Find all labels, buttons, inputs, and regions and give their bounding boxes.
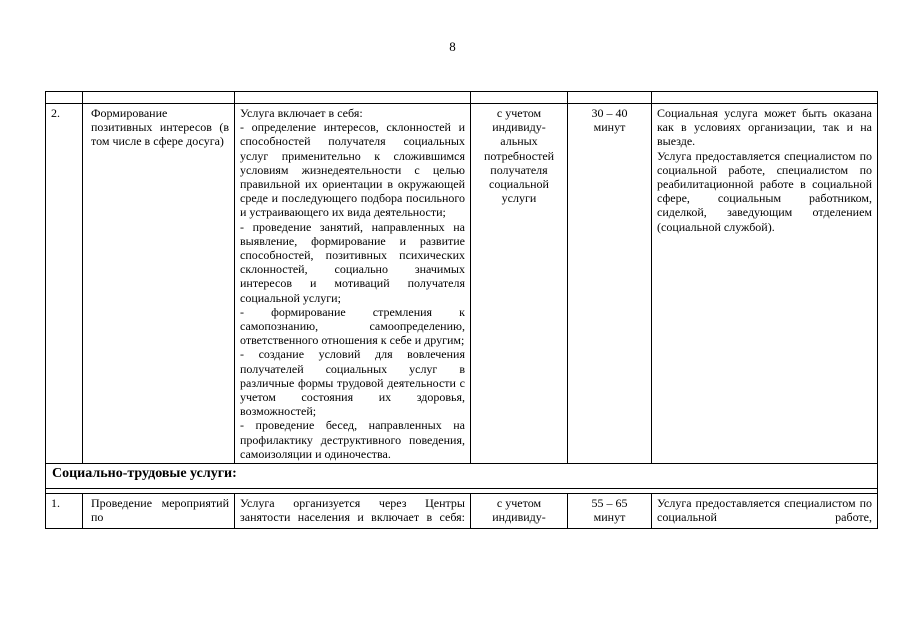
table-row [46, 494, 878, 529]
service-volume: с учетом индивиду- [492, 496, 546, 525]
description-paragraph: - проведение бесед, направленных на профилактику деструктивного поведения, самоизоляции и одиночества. [240, 418, 465, 461]
description-paragraph: - формирование стремления к самопознанию, самоопределению, ответственного отношения к себе и другим; [240, 304, 465, 348]
section-title: Социально-трудовые услуги: [46, 464, 878, 489]
page-number: 8 [449, 39, 456, 54]
table-row [46, 104, 878, 464]
description-paragraph: - определение интересов, склонностей и способностей получателя социальных услуг применительно к сложившимся условиям жизнедеятельности с целью правильной их ориентации в окружающей среде и последующего подбора посильного и устраивающего их вида деятельности; [240, 120, 465, 220]
row-number: 1. [51, 496, 60, 511]
description-paragraph: - проведение занятий, направленных на выявление, формирование и развитие способностей, позитивных психических склонностей, социально значимых интересов и мотиваций получателя социальной услуги; [240, 219, 465, 305]
conditions-paragraph: Услуга предоставляется специалистом по социальной работе, специалистом по реабилитационной работе в социальной сфере, социальным работником, сиделкой, заведующим отделением (социальной службой). [657, 148, 872, 234]
table-top-empty-row [46, 92, 878, 104]
services-table [45, 91, 878, 529]
conditions-paragraph: Социальная услуга может быть оказана как в условиях организации, так и на выезде. [657, 106, 872, 149]
section-header-row [46, 464, 878, 489]
description-paragraph: Услуга включает в себя: [240, 106, 363, 120]
service-conditions: Услуга предоставляется специалистом по социальной работе, [657, 496, 872, 525]
service-volume: с учетом индивиду-альных потребностей получателя социальной услуги [471, 104, 568, 464]
row-number: 2. [46, 104, 83, 464]
description-paragraph: - создание условий для вовлечения получателей социальных услуг в различные формы трудовой деятельности с учетом состояния их здоровья, возможностей; [240, 347, 465, 419]
service-description [235, 104, 471, 464]
service-description: Услуга организуется через Центры занятости населения и включает в себя: [240, 496, 465, 525]
service-name: Формирование позитивных интересов (в том числе в сфере досуга) [83, 104, 235, 464]
service-time: 55 – 65 минут [591, 496, 628, 525]
service-time: 30 – 40 минут [568, 104, 652, 464]
service-conditions [652, 104, 878, 464]
service-name: Проведение мероприятий по [91, 496, 229, 525]
